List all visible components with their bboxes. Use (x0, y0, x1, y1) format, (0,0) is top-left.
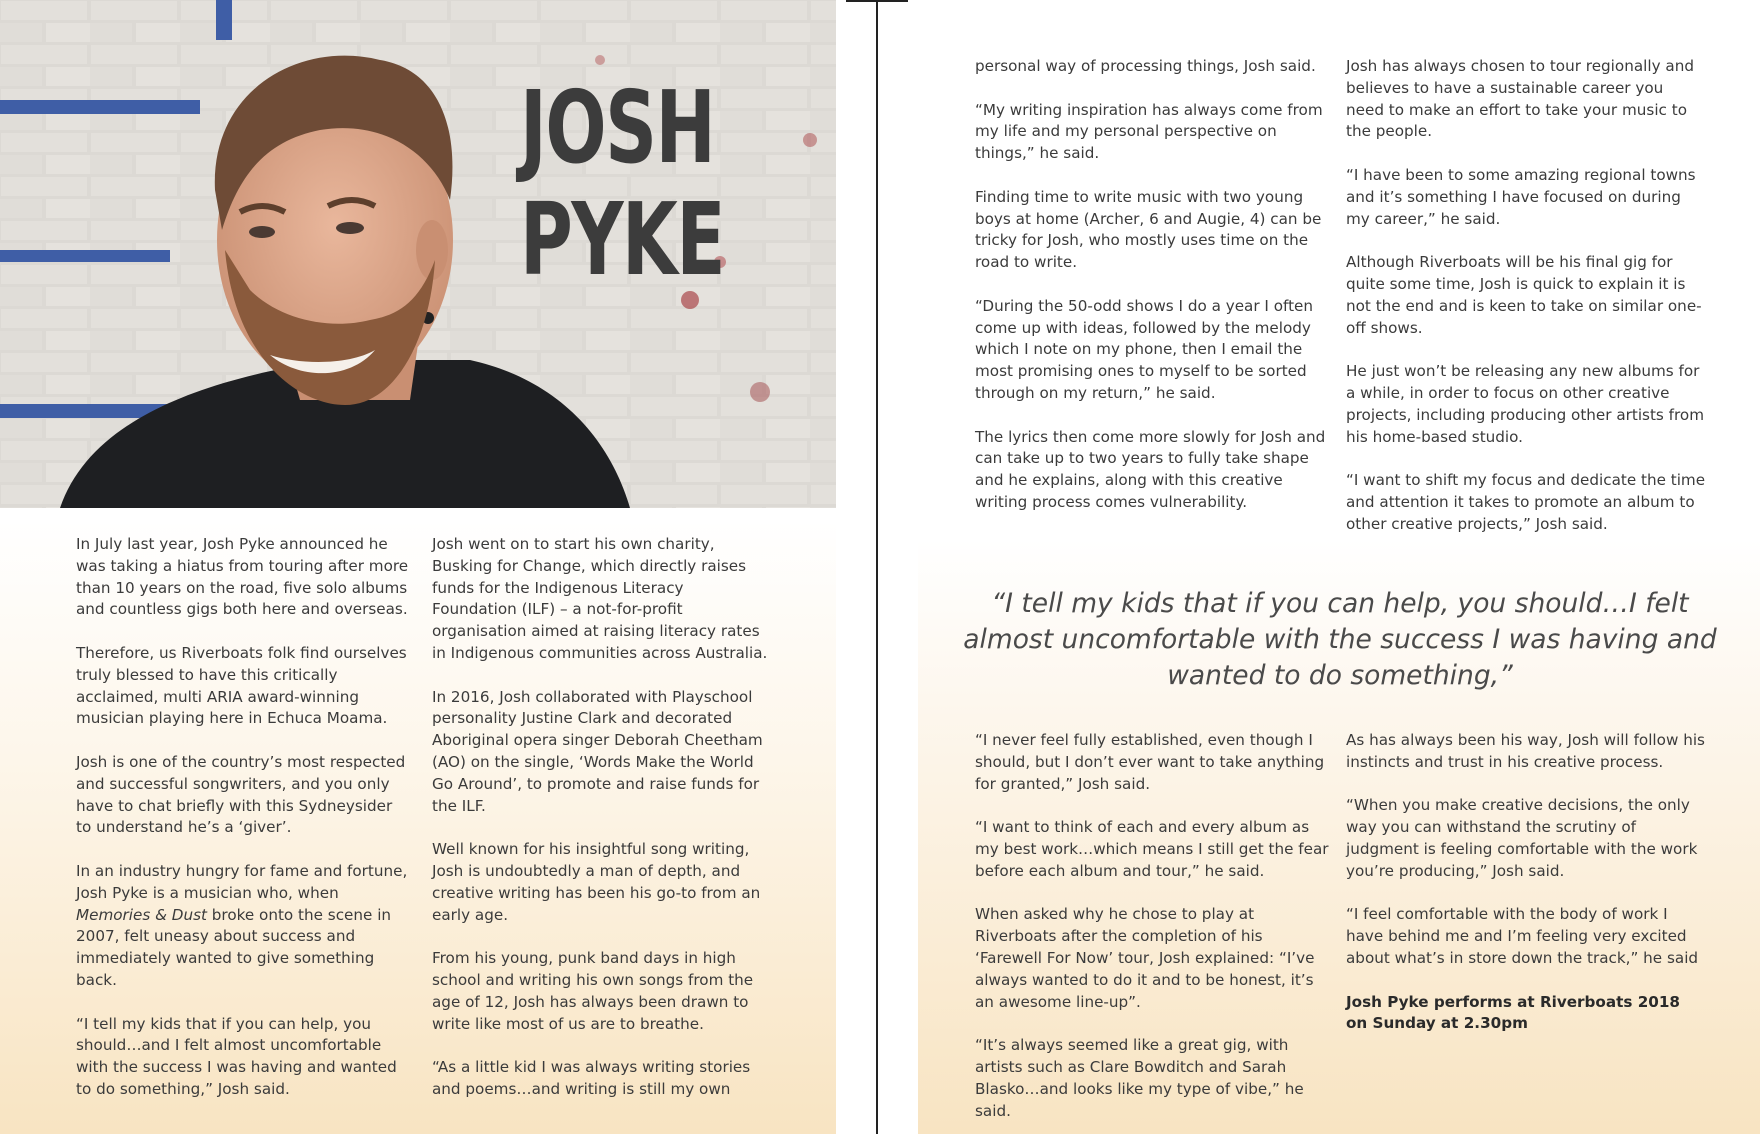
paragraph: “During the 50-odd shows I do a year I often come up with ideas, followed by the melody which I note on my phone, then I email the most promising ones to myself to be sorted through on my return,” he said. (975, 296, 1314, 402)
right-column-3 (975, 730, 1333, 1122)
paragraph: Although Riverboats will be his final gig for quite some time, Josh is quick to explain it is not the end and is keen to take on similar one-off shows. (1346, 253, 1702, 337)
paragraph: “As a little kid I was always writing stories and poems…and writing is still my own (432, 1058, 751, 1098)
paragraph: Well known for his insightful song writing, Josh is undoubtedly a man of depth, and creative writing has been his go-to from an early age. (432, 840, 761, 924)
paragraph: Josh is one of the country’s most respected and successful songwriters, and you only have to chat briefly with this Sydneysider to understand he’s a ‘giver’. (76, 752, 406, 837)
paragraph: personal way of processing things, Josh said. (975, 57, 1316, 75)
paragraph: “I have been to some amazing regional towns and it’s something I have focused on during my career,” he said. (1346, 165, 1696, 228)
paragraph: As has always been his way, Josh will follow his instincts and trust in his creative process. (1346, 731, 1705, 771)
paragraph: “When you make creative decisions, the only way you can withstand the scrutiny of judgment is feeling comfortable with the work you’re producing,” Josh said. (1346, 796, 1698, 880)
paragraph: Josh has always chosen to tour regionally and believes to have a sustainable career you need to make an effort to take your music to the people. (1346, 57, 1694, 141)
title-line-2: PYKE (520, 181, 725, 298)
paragraph: “I tell my kids that if you can help, you should…and I felt almost uncomfortable with the success I was having and wanted to do something,” Josh said. (76, 1014, 397, 1098)
paragraph: He just won’t be releasing any new albums for a while, in order to focus on other creative projects, including producing other artists from his home-based studio. (1346, 362, 1705, 446)
paragraph: “I want to think of each and every album as my best work…which means I still get the fear before each album and tour,” he said. (975, 818, 1329, 880)
paragraph: In 2016, Josh collaborated with Playschool personality Justine Clark and decorated Aboriginal opera singer Deborah Cheetham (AO) on the single, ‘Words Make the World Go Around’, to promote and raise funds for the ILF. (432, 687, 763, 815)
left-column-1 (76, 534, 412, 1101)
paragraph: “It’s always seemed like a great gig, with artists such as Clare Bowditch and Sarah Blasko…and looks like my type of vibe,” he said. (975, 1036, 1304, 1120)
right-column-4 (1346, 730, 1706, 1035)
right-column-1 (975, 56, 1333, 514)
paragraph: Josh went on to start his own charity, Busking for Change, which directly raises funds for the Indigenous Literacy Foundation (ILF) – a not-for-profit organisation aimed at raising literacy rates in Indigenous communities across Australia. (432, 535, 768, 662)
paragraph: “My writing inspiration has always come from my life and my personal perspective on things,” he said. (975, 100, 1323, 163)
pull-quote: “I tell my kids that if you can help, you should…I felt almost uncomfortable with the success I was having and wanted to do something,” (963, 588, 1717, 691)
title-line-1: JOSH (520, 69, 715, 186)
gutter-divider (876, 0, 878, 1134)
article-title (520, 69, 725, 298)
album-title: Memories & Dust (76, 905, 207, 924)
paragraph: In July last year, Josh Pyke announced he was taking a hiatus from touring after more than 10 years on the road, five solo albums and countless gigs both here and overseas. (76, 535, 409, 619)
paragraph: “I want to shift my focus and dedicate the time and attention it takes to promote an album to other creative projects,” Josh said. (1346, 471, 1706, 533)
left-column-2 (432, 534, 768, 1101)
performance-note: Josh Pyke performs at Riverboats 2018 on Sunday at 2.30pm (1346, 992, 1680, 1033)
paragraph: When asked why he chose to play at Riverboats after the completion of his ‘Farewell For Now’ tour, Josh explained: “I’ve always wanted to do it and to be honest, it’s an awesome line-up”. (975, 905, 1315, 1011)
paragraph: Therefore, us Riverboats folk find ourselves truly blessed to have this critically acclaimed, multi ARIA award-winning musician playing here in Echuca Moama. (76, 643, 407, 728)
paragraph-text: In an industry hungry for fame and fortune, Josh Pyke is a musician who, when (76, 861, 408, 902)
right-column-2 (1346, 56, 1706, 536)
paragraph: “I never feel fully established, even though I should, but I don’t ever want to take anything for granted,” Josh said. (975, 731, 1325, 793)
paragraph: From his young, punk band days in high school and writing his own songs from the age of 12, Josh has always been drawn to write like most of us are to breathe. (432, 949, 754, 1033)
paragraph: Finding time to write music with two young boys at home (Archer, 6 and Augie, 4) can be tricky for Josh, who mostly uses time on the road to write. (975, 187, 1322, 272)
paragraph-text: broke onto the scene in 2007, felt uneasy about success and immediately wanted to give something back. (76, 905, 392, 989)
left-page (0, 0, 836, 1134)
gutter-tick (846, 0, 908, 2)
paragraph: “I feel comfortable with the body of work I have behind me and I’m feeling very excited about what’s in store down the track,” he said (1346, 905, 1699, 967)
paragraph: The lyrics then come more slowly for Josh and can take up to two years to fully take shape and he explains, along with this creative writing process comes vulnerability. (975, 427, 1326, 511)
right-page (918, 0, 1760, 1134)
paragraph (76, 861, 412, 992)
